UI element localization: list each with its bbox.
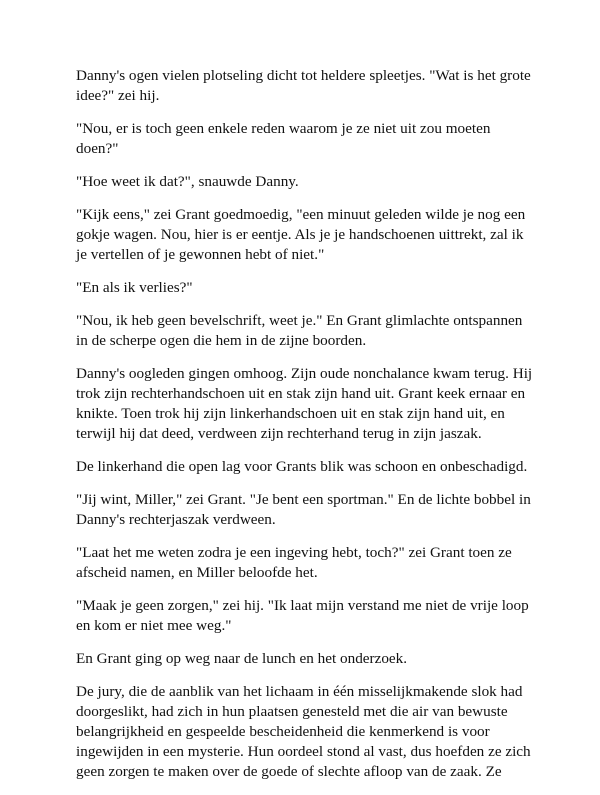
paragraph: De jury, die de aanblik van het lichaam in één misselijkmakende slok had doorgeslikt, had zich in hun plaatsen genesteld met die air van bewuste belangrijkheid en gespeelde bescheidenheid die kenmerkend is voor ingewijden in een mysterie. Hun oordeel stond al vast, dus hoefden ze zich geen zorgen te maken over de goede of slechte afloop van de zaak. Ze — [76, 683, 531, 780]
paragraph: Danny's ogen vielen plotseling dicht tot heldere spleetjes. "Wat is het grote idee?" zei hij. — [76, 67, 531, 104]
paragraph: "Jij wint, Miller," zei Grant. "Je bent een sportman." En de lichte bobbel in Danny's rechterjaszak verdween. — [76, 491, 531, 528]
paragraph: "Maak je geen zorgen," zei hij. "Ik laat mijn verstand me niet de vrije loop en kom er niet mee weg." — [76, 597, 529, 634]
paragraph: "Nou, ik heb geen bevelschrift, weet je." En Grant glimlachte ontspannen in de scherpe ogen die hem in de zijne boorden. — [76, 312, 523, 349]
paragraph: "Hoe weet ik dat?", snauwde Danny. — [76, 173, 299, 190]
paragraph: "Laat het me weten zodra je een ingeving hebt, toch?" zei Grant toen ze afscheid namen, en Miller beloofde het. — [76, 544, 512, 581]
document-body — [76, 66, 536, 795]
paragraph: En Grant ging op weg naar de lunch en het onderzoek. — [76, 650, 408, 667]
paragraph: "Nou, er is toch geen enkele reden waarom je ze niet uit zou moeten doen?" — [76, 120, 491, 157]
paragraph: "Kijk eens," zei Grant goedmoedig, "een minuut geleden wilde je nog een gokje wagen. Nou, hier is er eentje. Als je je handschoenen uittrekt, zal ik je vertellen of je gewonnen hebt of niet." — [76, 206, 526, 263]
paragraph: "En als ik verlies?" — [76, 279, 193, 296]
paragraph: Danny's oogleden gingen omhoog. Zijn oude nonchalance kwam terug. Hij trok zijn rechterhandschoen uit en stak zijn hand uit. Grant keek ernaar en knikte. Toen trok hij zijn linkerhandschoen uit en stak zijn hand uit, en terwijl hij dat deed, verdween zijn rechterhand terug in zijn jaszak. — [76, 365, 533, 442]
paragraph: De linkerhand die open lag voor Grants blik was schoon en onbeschadigd. — [76, 458, 528, 475]
